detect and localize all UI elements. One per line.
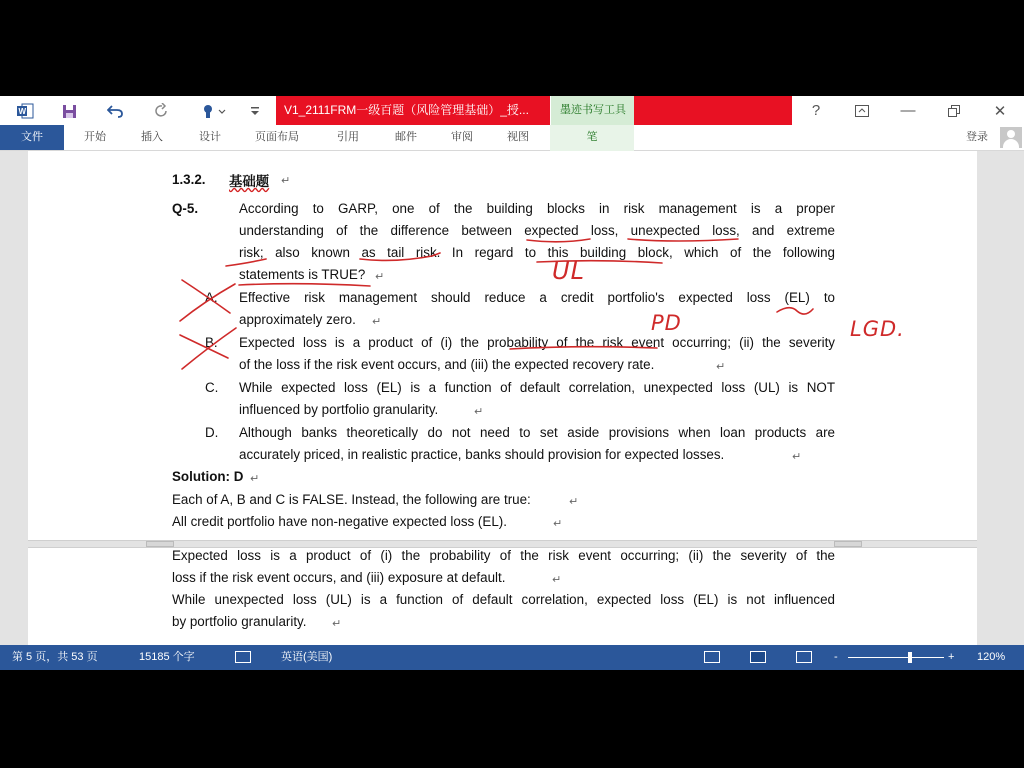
tab-layout[interactable]: 页面布局 — [255, 131, 299, 143]
section-title: 基础题 — [229, 174, 270, 189]
save-icon[interactable] — [58, 101, 80, 121]
next-page-line: While unexpected loss (UL) is a function of default correlation, expected loss (EL) is not influenced — [172, 592, 835, 607]
return-mark: ↵ — [792, 451, 802, 463]
option-d-line: Although banks theoretically do not need to set aside provisions when loan products are — [239, 425, 835, 440]
avatar[interactable] — [1000, 127, 1022, 148]
status-bar — [0, 645, 1024, 670]
section-number: 1.3.2. — [172, 172, 206, 187]
solution-label: Solution: D — [172, 469, 244, 484]
tab-mailings[interactable]: 邮件 — [395, 131, 417, 143]
question-line: understanding of the difference between expected loss, unexpected loss, and extreme — [239, 223, 835, 238]
tab-references[interactable]: 引用 — [337, 131, 359, 143]
option-c-line: influenced by portfolio granularity. — [239, 402, 439, 417]
help-icon: ? — [811, 102, 821, 119]
document-title: V1_2111FRM一级百题（风险管理基础）_授... — [276, 96, 550, 125]
solution-line: All credit portfolio have non-negative expected loss (EL). — [172, 514, 507, 529]
return-mark: ↵ — [281, 175, 291, 187]
tab-home[interactable]: 开始 — [84, 131, 106, 143]
restore-button[interactable] — [934, 96, 974, 125]
option-b-letter: B. — [205, 335, 218, 350]
return-mark: ↵ — [332, 618, 342, 630]
print-layout-icon[interactable] — [750, 651, 766, 663]
page-gap-handle-right — [834, 541, 862, 547]
return-mark: ↵ — [716, 361, 726, 373]
zoom-in-button[interactable]: + — [948, 651, 955, 663]
page-count[interactable]: 第 5 页，共 53 页 — [12, 651, 98, 663]
option-c-line: While expected loss (EL) is a function of default correlation, unexpected loss (UL) is NOT — [239, 380, 835, 395]
ink-tools-context-tab: 墨迹书写工具 — [550, 96, 635, 125]
ink-text-lgd: LGD. — [850, 317, 905, 341]
close-icon: ✕ — [993, 102, 1007, 120]
ribbon-display-icon — [855, 105, 869, 117]
option-a-letter: A. — [205, 290, 218, 305]
solution-line: Each of A, B and C is FALSE. Instead, the following are true: — [172, 492, 531, 507]
sign-in-link[interactable]: 登录 — [966, 131, 988, 143]
redo-icon[interactable] — [150, 101, 172, 121]
minimize-button[interactable] — [888, 96, 928, 125]
read-mode-icon[interactable] — [704, 651, 720, 663]
next-page-line: by portfolio granularity. — [172, 614, 307, 629]
undo-icon[interactable] — [104, 101, 126, 121]
zoom-level[interactable]: 120% — [977, 651, 1006, 663]
ink-text-ul: UL — [552, 257, 585, 285]
restore-icon — [948, 105, 960, 117]
question-line: According to GARP, one of the building blocks in risk management is a proper — [239, 201, 835, 216]
option-d-letter: D. — [205, 425, 219, 440]
ribbon-tabs — [0, 125, 1024, 151]
return-mark: ↵ — [250, 473, 260, 485]
zoom-slider[interactable] — [848, 657, 944, 658]
minimize-icon: — — [900, 102, 916, 119]
return-mark: ↵ — [569, 496, 579, 508]
tab-design[interactable]: 设计 — [199, 131, 221, 143]
tab-review[interactable]: 审阅 — [451, 131, 473, 143]
option-b-line: of the loss if the risk event occurs, and (iii) the expected recovery rate. — [239, 357, 655, 372]
next-page-line: Expected loss is a product of (i) the probability of the risk event occurring; (ii) the severity of the — [172, 548, 835, 563]
language-status[interactable]: 英语(美国) — [281, 651, 333, 663]
proofing-icon[interactable] — [235, 651, 251, 663]
option-a-line: approximately zero. — [239, 312, 356, 327]
title-bar — [0, 96, 1024, 125]
return-mark: ↵ — [553, 518, 563, 530]
help-button[interactable] — [796, 96, 836, 125]
return-mark: ↵ — [474, 406, 484, 418]
next-page-line: loss if the risk event occurs, and (iii) exposure at default. — [172, 570, 506, 585]
title-bar-fill — [634, 96, 792, 125]
question-label: Q-5. — [172, 201, 199, 216]
ink-text-pd: PD — [651, 311, 682, 335]
word-count[interactable]: 15185 个字 — [139, 651, 195, 663]
option-a-line: Effective risk management should reduce a credit portfolio's expected loss (EL) to — [239, 290, 835, 305]
option-c-letter: C. — [205, 380, 219, 395]
question-line: risk; also known as tail risk. In regard to this building block, which of the following — [239, 245, 835, 260]
zoom-out-button[interactable]: - — [834, 651, 838, 663]
tab-insert[interactable]: 插入 — [141, 131, 163, 143]
option-b-line: Expected loss is a product of (i) the probability of the risk event occurring; (ii) the severity — [239, 335, 835, 350]
svg-text:W: W — [18, 107, 27, 116]
question-line: statements is TRUE? — [239, 267, 366, 282]
return-mark: ↵ — [375, 271, 385, 283]
tab-file[interactable]: 文件 — [0, 125, 64, 150]
document-area[interactable] — [0, 151, 1024, 645]
touch-mode-icon[interactable] — [196, 101, 230, 121]
customize-qat-icon[interactable] — [244, 101, 266, 121]
word-app-icon — [14, 101, 36, 121]
tab-pen[interactable]: 笔 — [550, 125, 634, 151]
close-button[interactable] — [980, 96, 1020, 125]
zoom-slider-knob[interactable] — [908, 652, 912, 663]
page-gap-handle-left — [146, 541, 174, 547]
return-mark: ↵ — [552, 574, 562, 586]
word-window — [0, 96, 1024, 670]
tab-view[interactable]: 视图 — [507, 131, 529, 143]
ribbon-display-options-button[interactable] — [842, 96, 882, 125]
return-mark: ↵ — [372, 316, 382, 328]
web-layout-icon[interactable] — [796, 651, 812, 663]
option-d-line: accurately priced, in realistic practice, banks should provision for expected losses. — [239, 447, 725, 462]
